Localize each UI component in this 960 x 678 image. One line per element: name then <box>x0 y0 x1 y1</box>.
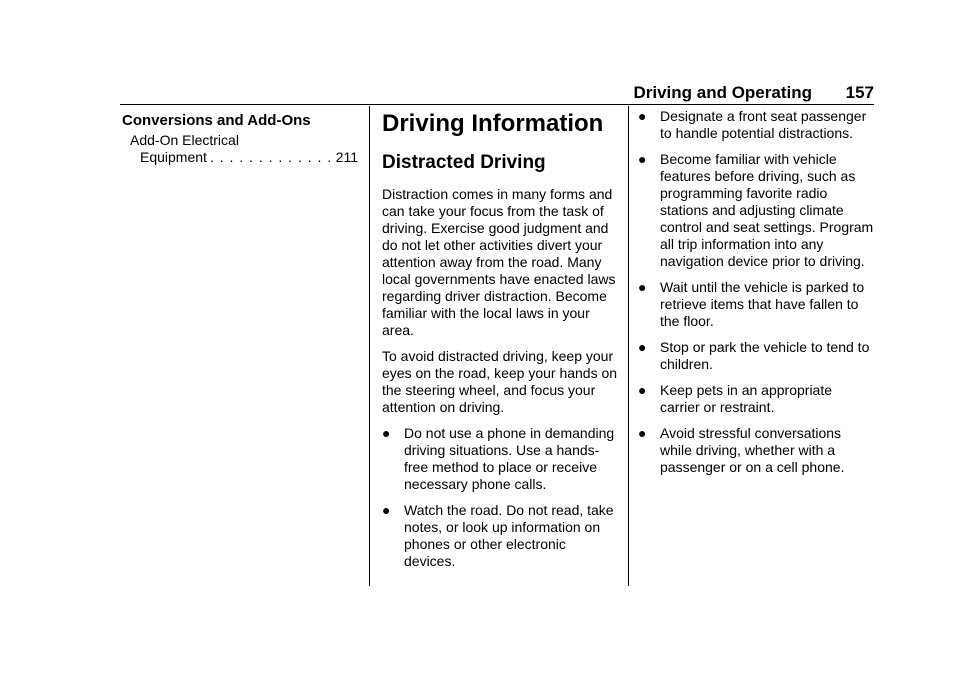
toc-entry-page: 211 <box>335 149 358 165</box>
list-item-text: Stop or park the vehicle to tend to children. <box>660 339 870 372</box>
content-column-2 <box>382 108 618 579</box>
list-item <box>638 382 874 416</box>
list-item <box>638 425 874 476</box>
bullet-icon: ● <box>382 425 391 441</box>
toc-section-title: Conversions and Add-Ons <box>122 112 311 129</box>
list-item-text: Do not use a phone in demanding driving situations. Use a hands-free method to place or receive necessary phone calls. <box>404 425 615 492</box>
bullet-icon: ● <box>638 151 647 167</box>
list-item <box>638 151 874 270</box>
list-item <box>382 502 618 570</box>
list-item-text: Become familiar with vehicle features before driving, such as programming favorite radio stations and adjusting climate control and seat settings. Program all trip information into any navigation device prior to driving. <box>660 151 874 269</box>
toc-leader-dots <box>207 149 336 166</box>
page-header <box>120 82 874 105</box>
bullet-list <box>382 425 618 570</box>
toc-column <box>122 108 358 166</box>
list-item-text: Keep pets in an appropriate carrier or restraint. <box>660 382 833 415</box>
list-item-text: Avoid stressful conversations while driving, whether with a passenger or on a cell phone. <box>660 425 845 475</box>
column-divider <box>369 106 370 586</box>
list-item <box>638 339 874 373</box>
page-number: 157 <box>845 83 874 102</box>
list-item-text: Watch the road. Do not read, take notes, or look up information on phones or other electronic devices. <box>404 502 614 569</box>
main-heading: Driving Information <box>382 110 604 137</box>
list-item <box>638 108 874 142</box>
content-column-3 <box>638 108 874 485</box>
chapter-title: Driving and Operating <box>633 83 812 102</box>
list-item <box>382 425 618 493</box>
bullet-icon: ● <box>382 502 391 518</box>
paragraph: To avoid distracted driving, keep your eyes on the road, keep your hands on the steering wheel, and focus your attention on driving. <box>382 348 618 415</box>
toc-entry-title: Add-On Electrical <box>130 132 239 148</box>
list-item-text: Wait until the vehicle is parked to retrieve items that have fallen to the floor. <box>660 279 865 329</box>
bullet-list <box>638 108 874 476</box>
bullet-icon: ● <box>638 108 647 124</box>
bullet-icon: ● <box>638 339 647 355</box>
toc-entry-title-cont: Equipment <box>140 149 207 165</box>
column-divider <box>628 106 629 586</box>
bullet-icon: ● <box>638 382 647 398</box>
list-item <box>638 279 874 330</box>
bullet-icon: ● <box>638 279 647 295</box>
toc-entry[interactable] <box>122 132 358 166</box>
paragraph: Distraction comes in many forms and can take your focus from the task of driving. Exercise good judgment and do not let other activities divert your attention away from the road. Many local governments have enacted laws regarding driver distraction. Become familiar with the local laws in your area. <box>382 186 616 338</box>
list-item-text: Designate a front seat passenger to handle potential distractions. <box>660 108 867 141</box>
bullet-icon: ● <box>638 425 647 441</box>
section-heading: Distracted Driving <box>382 152 546 173</box>
